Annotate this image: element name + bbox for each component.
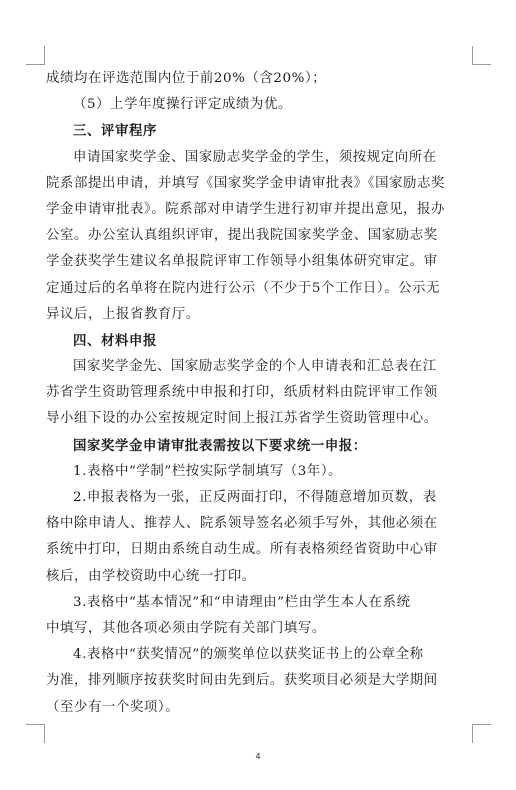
text-line: 国家奖学金申请审批表需按以下要求统一申报： — [73, 437, 367, 454]
text-line: 系统中打印，日期由系统自动生成。所有表格须经省资助中心审 — [46, 542, 438, 558]
text-line: 3.表格中“基本情况”和“申请理由”栏由学生本人在系统 — [73, 594, 411, 610]
document-body — [46, 66, 472, 721]
text-line: 院系部提出申请，并填写《国家奖学金申请审批表》《国家励志奖 — [46, 175, 446, 191]
requirement-item-1 — [46, 459, 472, 485]
text-line: 成绩均在评选范围内位于前20%（含20%）； — [46, 71, 327, 86]
crop-mark-top-right — [472, 46, 491, 65]
heading-text: 四、材料申报 — [73, 332, 157, 349]
paragraph-review-procedure — [46, 145, 472, 328]
text-line: 2.申报表格为一张，正反两面打印，不得随意增加页数，表 — [73, 490, 437, 505]
paragraph-continuation — [46, 66, 472, 92]
text-line: 导小组下设的办公室按规定时间上报江苏省学生资助管理中心。 — [46, 411, 438, 427]
text-line: 学金申请审批表》。院系部对申请学生进行初审并提出意见，报办 — [46, 201, 446, 217]
crop-mark-top-left — [26, 46, 45, 65]
text-line: 为准，排列顺序按获奖时间由先到后。获奖项目必须是大学期间 — [46, 673, 438, 689]
text-line: 定通过后的名单将在院内进行公示（不少于5个工作日）。公示无 — [46, 280, 441, 296]
requirement-item-4 — [46, 642, 472, 721]
paragraph-requirements-intro — [46, 433, 472, 459]
text-line: 学金获奖学生建议名单报院评审工作领导小组集体研究审定。审 — [46, 254, 438, 270]
section-heading-material-submission — [46, 328, 472, 354]
text-line: 国家奖学金先、国家励志奖学金的个人申请表和汇总表在江 — [73, 359, 437, 375]
paragraph-criterion-5 — [46, 92, 472, 118]
page-number: 4 — [255, 752, 261, 761]
text-line: 1.表格中“学制”栏按实际学制填写（3年）。 — [73, 463, 343, 479]
text-line: 公室。办公室认真组织评审，提出我院国家奖学金、国家励志奖 — [46, 228, 438, 244]
text-line: 申请国家奖学金、国家励志奖学金的学生，须按规定向所在 — [73, 149, 437, 165]
text-line: 4.表格中“获奖情况”的颁奖单位以获奖证书上的公章全称 — [73, 647, 424, 663]
text-line: 中填写，其他各项必须由学院有关部门填写。 — [46, 620, 326, 636]
text-line: 异议后，上报省教育厅。 — [46, 306, 200, 322]
section-heading-review-procedure — [46, 118, 472, 144]
heading-text: 三、评审程序 — [73, 123, 157, 140]
text-line: （5）上学年度操行评定成绩为优。 — [73, 97, 292, 113]
text-line: 格中除申请人、推荐人、院系领导签名必须手写外，其他必须在 — [46, 516, 438, 532]
requirement-item-2 — [46, 485, 472, 590]
text-line: （至少有一个奖项）。 — [46, 699, 180, 715]
crop-mark-bottom-left — [26, 724, 45, 743]
requirement-item-3 — [46, 590, 472, 642]
crop-mark-bottom-right — [472, 724, 491, 743]
text-line: 核后，由学校资助中心统一打印。 — [46, 568, 256, 584]
text-line: 苏省学生资助管理系统中申报和打印，纸质材料由院评审工作领 — [46, 385, 438, 401]
paragraph-material-submission — [46, 354, 472, 433]
